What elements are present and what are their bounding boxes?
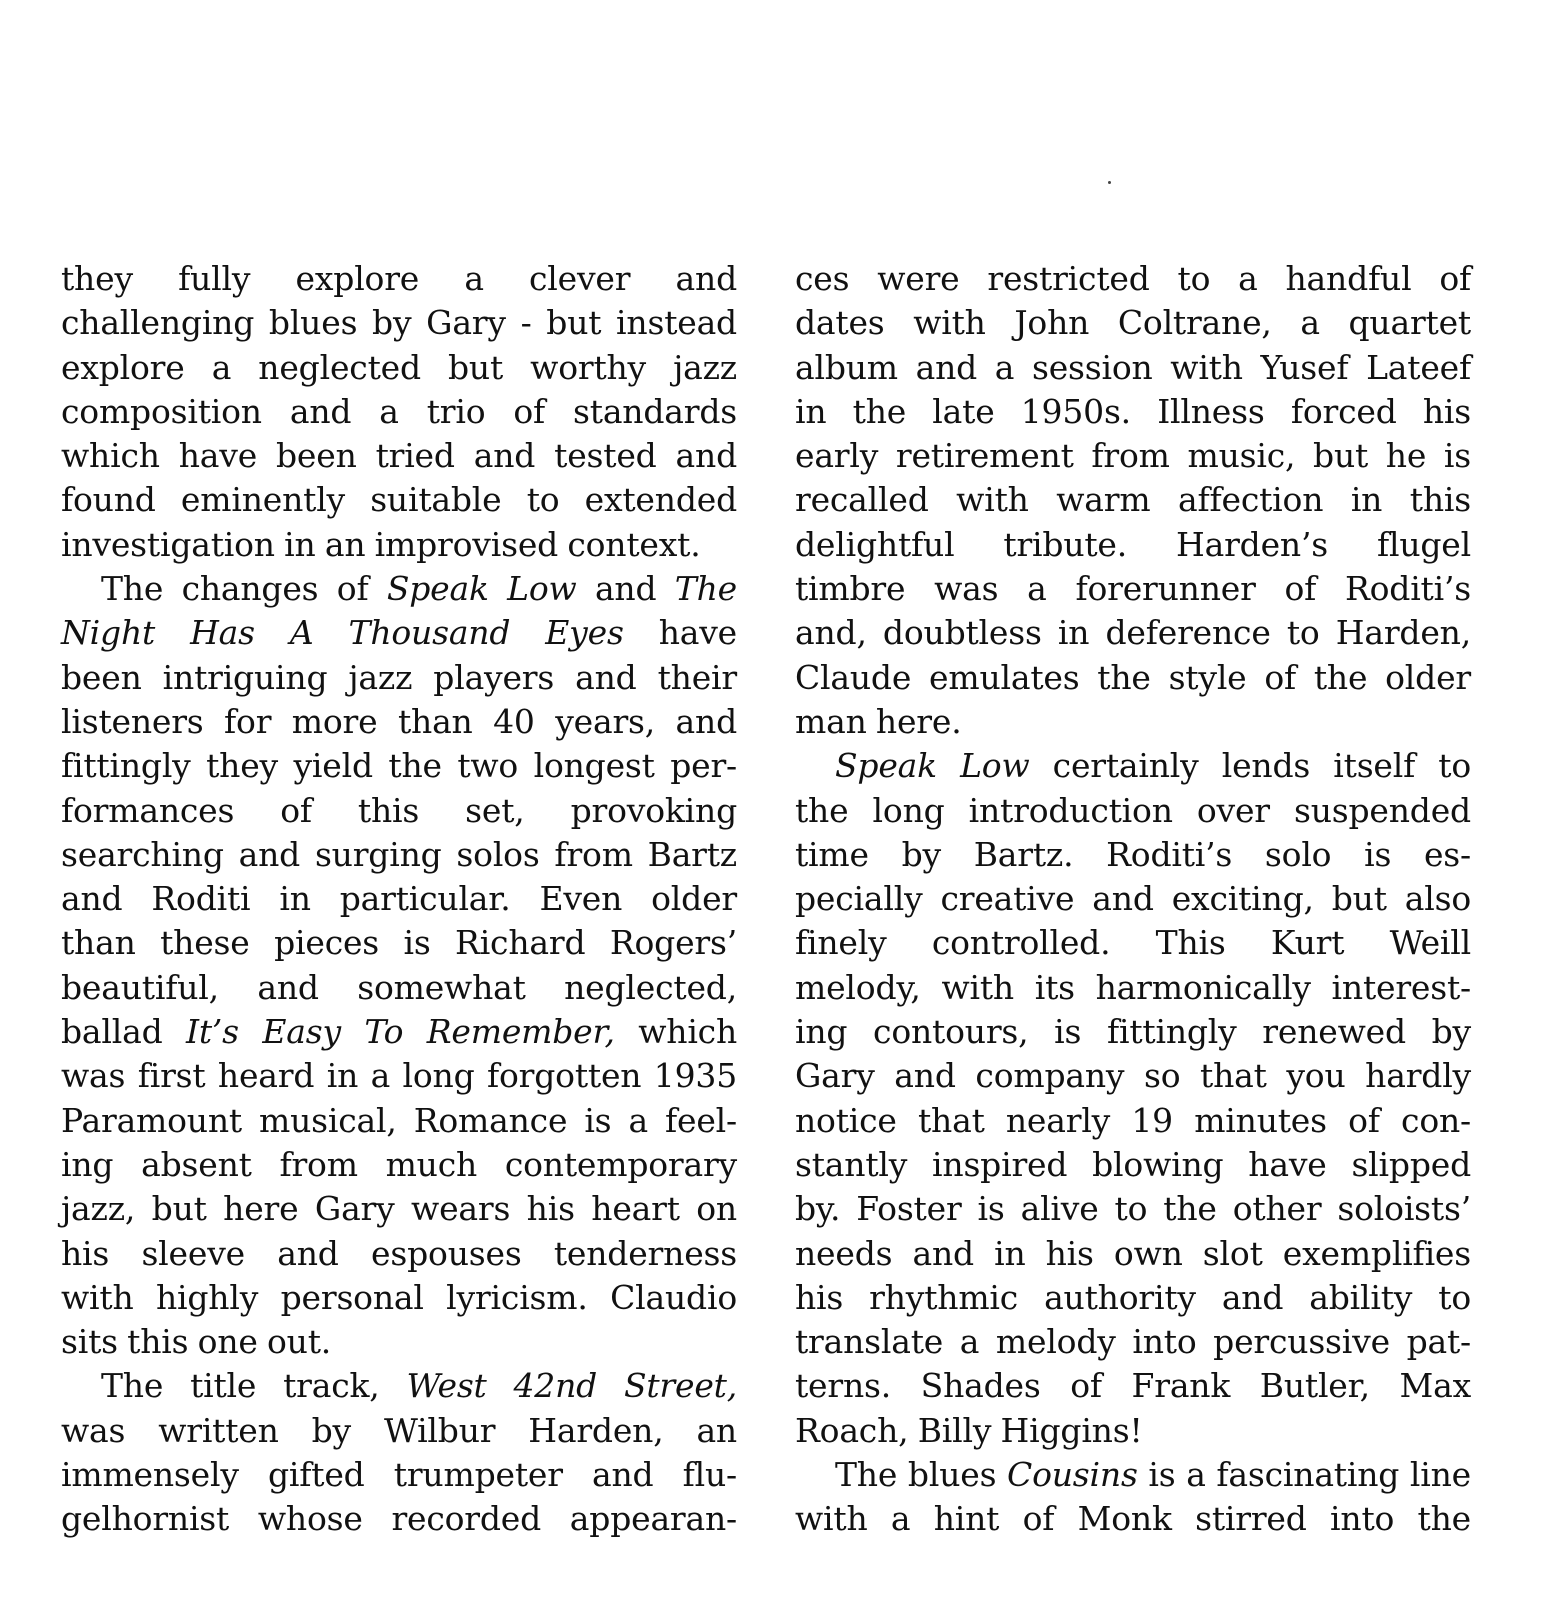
text-line: [61, 789, 737, 833]
text-line: [61, 1276, 737, 1320]
text-span: than these pieces is Richard Rogers’: [61, 923, 737, 963]
text-span: his sleeve and espouses tenderness: [61, 1233, 737, 1273]
italic-title: Speak Low: [835, 746, 1030, 786]
text-line: [795, 611, 1471, 655]
text-span: time by Bartz. Roditi’s solo is es-: [795, 834, 1471, 874]
text-span: recalled with warm affection in this: [795, 480, 1471, 520]
italic-title: Speak Low: [386, 569, 577, 609]
text-line: [795, 966, 1471, 1010]
text-line: [795, 257, 1471, 301]
text-span: ing contours, is fittingly renewed by: [795, 1012, 1471, 1052]
text-line: [61, 1409, 737, 1453]
text-line: [795, 1054, 1471, 1098]
text-span: Paramount musical, Romance is a feel-: [61, 1100, 737, 1140]
text-span: immensely gifted trumpeter and flu-: [61, 1455, 737, 1495]
text-line: [795, 1143, 1471, 1187]
text-span: ballad: [61, 1012, 186, 1052]
text-span: and, doubtless in deference to Harden,: [795, 613, 1471, 653]
text-span: have: [623, 613, 737, 653]
text-span: sits this one out.: [61, 1322, 332, 1362]
left-column: [61, 257, 737, 1542]
text-line: [61, 921, 737, 965]
text-span: listeners for more than 40 years, and: [61, 701, 737, 741]
text-line: [795, 1010, 1471, 1054]
right-column: [795, 257, 1471, 1542]
text-line: [795, 1232, 1471, 1276]
text-line: [61, 1099, 737, 1143]
text-line: [61, 1453, 737, 1497]
text-span: fittingly they yield the two longest per-: [61, 746, 737, 786]
text-span: early retirement from music, but he is: [795, 436, 1471, 476]
text-span: notice that nearly 19 minutes of con-: [795, 1100, 1471, 1140]
text-span: pecially creative and exciting, but also: [795, 879, 1471, 919]
text-line: [61, 257, 737, 301]
text-line: [795, 434, 1471, 478]
text-span: delightful tribute. Harden’s flugel: [795, 524, 1471, 564]
text-line: [61, 1232, 737, 1276]
text-span: which: [614, 1012, 738, 1052]
text-line: [61, 656, 737, 700]
text-span: certainly lends itself to: [1029, 746, 1471, 786]
text-line: [61, 478, 737, 522]
text-span: in the late 1950s. Illness forced his: [795, 391, 1471, 431]
text-span: investigation in an improvised context.: [61, 524, 701, 564]
text-line: [795, 656, 1471, 700]
text-line: [61, 434, 737, 478]
text-span: album and a session with Yusef Lateef: [795, 347, 1471, 387]
text-span: was written by Wilbur Harden, an: [61, 1410, 737, 1450]
text-span: which have been tried and tested and: [61, 436, 737, 476]
text-line: [795, 1320, 1471, 1364]
text-line: [795, 346, 1471, 390]
text-span: dates with John Coltrane, a quartet: [795, 303, 1471, 343]
text-span: by. Foster is alive to the other soloists’: [795, 1189, 1471, 1229]
text-span: Claude emulates the style of the older: [795, 657, 1471, 697]
text-span: The blues: [835, 1455, 1008, 1495]
text-span: needs and in his own slot exemplifies: [795, 1233, 1471, 1273]
text-span: been intriguing jazz players and their: [61, 657, 737, 697]
text-span: Gary and company so that you hardly: [795, 1056, 1471, 1096]
text-line: [61, 833, 737, 877]
text-span: Roach, Billy Higgins!: [795, 1410, 1143, 1450]
italic-title: Night Has A Thousand Eyes: [61, 613, 624, 653]
text-line: [61, 523, 737, 567]
text-span: is a fascinating line: [1137, 1455, 1471, 1495]
text-line: [61, 390, 737, 434]
text-line: [61, 567, 737, 611]
text-line: [795, 478, 1471, 522]
text-span: searching and surging solos from Bartz: [61, 834, 737, 874]
text-line: [61, 1497, 737, 1541]
text-span: The changes of: [101, 569, 387, 609]
text-span: gelhornist whose recorded appearan-: [61, 1499, 737, 1539]
text-line: [795, 1276, 1471, 1320]
text-span: man here.: [795, 701, 962, 741]
text-span: formances of this set, provoking: [61, 790, 737, 830]
text-line: [61, 1320, 737, 1364]
text-span: stantly inspired blowing have slipped: [795, 1144, 1471, 1184]
text-span: was first heard in a long forgotten 1935: [61, 1056, 737, 1096]
text-line: [795, 1497, 1471, 1541]
text-span: timbre was a forerunner of Roditi’s: [795, 569, 1471, 609]
text-line: [795, 567, 1471, 611]
text-line: [795, 390, 1471, 434]
text-span: ces were restricted to a handful of: [795, 259, 1471, 298]
text-span: with a hint of Monk stirred into the: [795, 1499, 1471, 1539]
text-span: explore a neglected but worthy jazz: [61, 347, 737, 387]
text-line: [795, 523, 1471, 567]
text-line: [61, 1143, 737, 1187]
text-line: [61, 1054, 737, 1098]
text-line: [795, 921, 1471, 965]
text-line: [61, 744, 737, 788]
text-line: [795, 1409, 1471, 1453]
italic-title: It’s Easy To Remember,: [185, 1012, 615, 1052]
text-span: finely controlled. This Kurt Weill: [795, 923, 1471, 963]
text-span: found eminently suitable to extended: [61, 480, 737, 520]
text-line: [795, 833, 1471, 877]
text-span: composition and a trio of standards: [61, 391, 737, 431]
text-line: [795, 789, 1471, 833]
text-span: and Roditi in particular. Even older: [61, 879, 737, 919]
text-line: [61, 1187, 737, 1231]
italic-title: West 42nd Street,: [406, 1366, 737, 1406]
text-line: [61, 611, 737, 655]
text-line: [61, 346, 737, 390]
text-span: beautiful, and somewhat neglected,: [61, 967, 737, 1007]
text-line: [61, 700, 737, 744]
text-line: [795, 301, 1471, 345]
text-line: [795, 1364, 1471, 1408]
italic-title: Cousins: [1007, 1455, 1138, 1495]
text-span: translate a melody into percussive pat-: [795, 1322, 1471, 1362]
text-line: [61, 966, 737, 1010]
text-line: [795, 1187, 1471, 1231]
text-line: [61, 301, 737, 345]
text-span: The title track,: [101, 1366, 407, 1406]
text-span: melody, with its harmonically interest-: [795, 967, 1471, 1007]
text-line: [795, 744, 1471, 788]
text-span: ing absent from much contemporary: [61, 1144, 737, 1184]
text-line: [795, 1453, 1471, 1497]
text-span: the long introduction over suspended: [795, 790, 1471, 830]
text-line: [61, 877, 737, 921]
text-span: challenging blues by Gary - but instead: [61, 303, 737, 343]
text-span: they fully explore a clever and: [61, 259, 737, 298]
text-span: his rhythmic authority and ability to: [795, 1277, 1471, 1317]
text-line: [795, 1099, 1471, 1143]
text-span: and: [576, 569, 675, 609]
text-span: jazz, but here Gary wears his heart on: [61, 1189, 737, 1229]
italic-title: The: [674, 569, 737, 609]
text-line: [61, 1364, 737, 1408]
text-span: with highly personal lyricism. Claudio: [61, 1277, 737, 1317]
text-line: [795, 877, 1471, 921]
text-span: terns. Shades of Frank Butler, Max: [795, 1366, 1471, 1406]
text-line: [61, 1010, 737, 1054]
text-line: [795, 700, 1471, 744]
print-speck: [1108, 181, 1111, 184]
